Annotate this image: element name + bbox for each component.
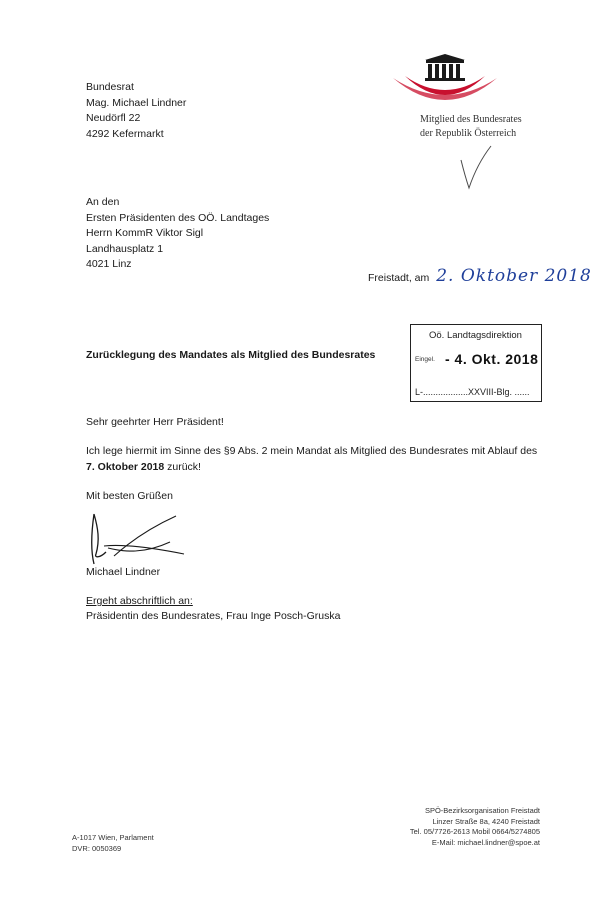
recipient-line: Ersten Präsidenten des OÖ. Landtages (86, 211, 270, 224)
footer-right-line: Tel. 05/7726-2613 Mobil 0664/5274805 (409, 827, 540, 836)
recipient-address (86, 195, 269, 273)
logo-caption-line2: der Republik Österreich (420, 128, 517, 139)
handwritten-signature (84, 508, 202, 566)
footer-left-line: A-1017 Wien, Parlament (72, 833, 154, 842)
recipient-line: Landhausplatz 1 (86, 242, 164, 255)
sender-street: Neudörfl 22 (86, 112, 141, 124)
footer-right-line: SPÖ-Bezirksorganisation Freistadt (424, 806, 540, 815)
body-paragraph (86, 444, 546, 475)
closing: Mit besten Grüßen (86, 490, 173, 502)
salutation: Sehr geehrter Herr Präsident! (86, 416, 224, 428)
logo-caption (420, 113, 522, 141)
received-stamp (410, 324, 542, 402)
footer-right-line: Linzer Straße 8a, 4240 Freistadt (432, 816, 540, 826)
date-line (368, 266, 592, 286)
footer-left (72, 833, 154, 854)
parliament-building-icon (385, 52, 505, 107)
body-text-start: Ich lege hiermit im Sinne des §9 Abs. 2 mein Mandat als Mitglied des Bundesrates mit Ablauf des (86, 445, 538, 457)
sender-name: Mag. Michael Lindner (86, 96, 187, 109)
stamp-reference: L-..................XXVIII-Blg. ...... (415, 387, 530, 397)
recipient-line: 4021 Linz (86, 258, 132, 270)
body-text-end: zurück! (164, 460, 201, 473)
checkmark-icon (455, 142, 495, 192)
footer-right (360, 806, 540, 848)
copy-heading: Ergeht abschriftlich an: (86, 595, 193, 607)
footer-right-line: E-Mail: michael.lindner@spoe.at (431, 837, 540, 847)
recipient-line: An den (86, 196, 120, 208)
date-place: Freistadt, am (368, 272, 430, 284)
logo-caption-line1: Mitglied des Bundesrates (420, 114, 522, 125)
copy-recipient: Präsidentin des Bundesrates, Frau Inge Posch-Gruska (86, 610, 341, 622)
stamp-title: Oö. Landtagsdirektion (429, 330, 522, 341)
stamp-received-date: - 4. Okt. 2018 (445, 351, 539, 367)
body-text-date: 7. Oktober 2018 (86, 460, 165, 473)
recipient-line: Herrn KommR Viktor Sigl (86, 227, 204, 239)
parliament-logo (385, 52, 505, 107)
signer-name: Michael Lindner (86, 566, 161, 578)
handwritten-date: 2. Oktober 2018 (436, 266, 592, 286)
footer-left-line: DVR: 0050369 (72, 843, 122, 853)
stamp-received-label: Eingel. (415, 356, 435, 363)
sender-org: Bundesrat (86, 81, 134, 93)
sender-city: 4292 Kefermarkt (86, 127, 164, 140)
sender-address (86, 80, 186, 142)
subject-line: Zurücklegung des Mandates als Mitglied des Bundesrates (86, 349, 376, 361)
